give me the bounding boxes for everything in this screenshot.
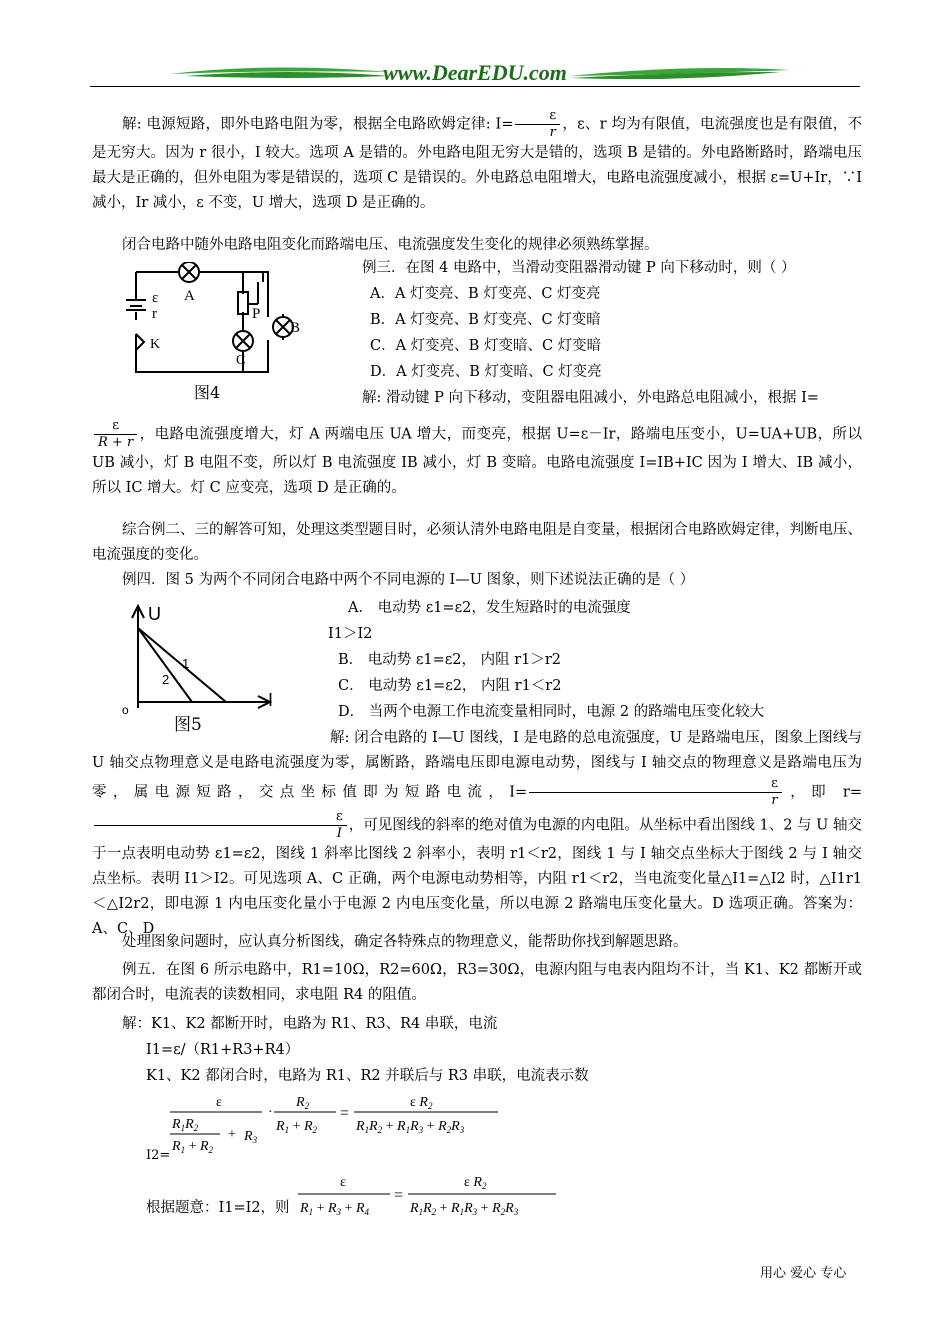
line-1-label: 1: [182, 656, 190, 671]
figure-4-circuit: [118, 262, 300, 410]
example-3-option-d: D．A 灯变亮、B 灯变暗、C 灯变亮: [370, 364, 602, 380]
paragraph-rule-note: 闭合电路中随外电路电阻变化而路端电压、电流强度发生变化的规律必须熟练掌握。: [122, 237, 659, 253]
svg-text:ε R2: ε $R_2$: [464, 1175, 487, 1191]
label-c: C: [236, 353, 246, 368]
example-5-solution-line-3: K1、K2 都闭合时，电路为 R1、R2 并联后与 R3 串联，电流表示数: [146, 1068, 589, 1084]
i2-label: I2=: [146, 1148, 171, 1163]
svg-text:·: ·: [268, 1105, 273, 1120]
svg-text:R1 + R2: $R_1 + R_2$: [172, 1139, 214, 1155]
example-4-question: 例四．图 5 为两个不同闭合电路中两个不同电源的 I—U 图象，则下述说法正确的是（ ）: [122, 572, 695, 588]
label-emf: ε: [152, 290, 159, 306]
svg-text:ε: ε: [216, 1095, 222, 1110]
figure-4-caption: 图4: [194, 383, 221, 402]
example-3-question: 例三．在图 4 电路中，当滑动变阻器滑动键 P 向下移动时，则（ ）: [362, 260, 796, 276]
fraction-e-over-r-2: $\frac{\varepsilon}{r}$: [529, 776, 782, 809]
example-4-option-a-cont: I1＞I2: [328, 626, 373, 642]
example-4-option-d: D． 当两个电源工作电流变量相同时，电源 2 的路端电压变化较大: [338, 704, 765, 720]
final-equation-graphic: [296, 1172, 562, 1222]
fraction-e-over-I: $\frac{\varepsilon}{I}$: [94, 809, 347, 842]
paragraph-graph-tip: 处理图象问题时，应认真分析图线，确定各特殊点的物理意义，能帮助你找到解题思路。: [122, 934, 688, 950]
fraction-e-over-r: $\frac{\varepsilon}{r}$: [515, 108, 560, 141]
svg-text:R1 + R3 + R4: $R_1 + R_3 + R_4$: [300, 1201, 369, 1217]
axis-u-label: U: [148, 604, 161, 624]
example-3-solution: $\frac{\varepsilon}{R + r}$ ，电路电流强度增大，灯 A 两端电压 UA 增大，而变亮，根据 U=ε－Ir，路端电压变小，U=UA+UB，所以 UB 减小，灯 B 电阻不变，所以灯 B 电流强度 IB 减小，灯 B 变暗。电路电流强度 I=IB+IC 因为 I 增大、IB 减小，所以 IC 增大。灯 C 应变亮，选项 D 是正确的。: [92, 418, 862, 496]
figure-5-iu-graph: [118, 598, 296, 740]
example-3-option-c: C．A 灯变亮、B 灯变暗、C 灯变暗: [370, 338, 602, 354]
svg-text:R1R2 + R1R3 + R2R3: $R_1R_2 + R_1R_3 + R_2R_3$: [356, 1119, 465, 1135]
origin-label: o: [122, 703, 129, 717]
svg-text:R1R2 + R1R3 + R2R3: $R_1R_2 + R_1R_3 + R_2R_3$: [410, 1201, 519, 1217]
header-rule: [90, 86, 860, 87]
svg-text:ε: ε: [340, 1175, 346, 1190]
example-4-option-b: B． 电动势 ε1=ε2， 内阻 r1＞r2: [338, 652, 562, 668]
axis-i-label: I: [268, 690, 274, 710]
label-p: P: [252, 306, 261, 322]
example-3-solution-start: 解: 滑动键 P 向下移动，变阻器电阻减小，外电路总电阻减小，根据 I=: [362, 390, 819, 406]
example-5-condition: 根据题意：I1=I2，则: [146, 1200, 290, 1216]
label-a: A: [184, 288, 195, 304]
example-5-solution-line-1: 解：K1、K2 都断开时，电路为 R1、R3、R4 串联，电流: [122, 1016, 498, 1032]
left-swoosh-2: [185, 72, 390, 78]
svg-text:=: =: [394, 1187, 404, 1204]
figure-5-caption: 图5: [174, 715, 202, 735]
example-3-option-b: B．A 灯变亮、B 灯变亮、C 灯变暗: [370, 312, 601, 328]
paragraph-solution-2: 解: 电源短路，即外电路电阻为零，根据全电路欧姆定律: I= $\frac{\varepsilon}{r}$ ，ε、r 均为有限值，电流强度也是有限值，不是无穷大。因为 r 很小，I 较大。选项 A 是错的。外电路电阻无穷大是错的，选项 B 是错的。外电路断路时，路端电压最大是正确的，但外电阻为零是错误的，选项 C 是错误的。外电路总电阻增大，电路电流强度减小，根据 ε=U+Ir，∵I 减小，Ir 减小，ε 不变，U 增大，选项 D 是正确的。: [92, 108, 862, 211]
svg-text:ε R2: ε $R_2$: [410, 1095, 433, 1111]
label-b: B: [289, 320, 300, 336]
i2-formula-graphic: [160, 1090, 510, 1156]
site-name: www.DearEDU.com: [383, 60, 567, 85]
example-4-option-c: C． 电动势 ε1=ε2， 内阻 r1＜r2: [338, 678, 562, 694]
fraction-e-over-R-plus-r: $\frac{\varepsilon}{R + r}$: [94, 418, 137, 451]
svg-text:R2: $R_2$: [296, 1095, 310, 1111]
page-footer: 用心 爱心 专心: [760, 1266, 847, 1281]
example-3-option-a: A．A 灯变亮、B 灯变亮、C 灯变亮: [370, 286, 601, 302]
svg-text:R3: $R_3$: [244, 1129, 258, 1145]
paragraph-summary-2-3: 综合例二、三的解答可知，处理这类型题目时，必须认清外电路电阻是自变量，根据闭合电路欧姆定律，判断电压、电流强度的变化。: [92, 522, 862, 563]
example-5-i1-formula: I1=ε/（R1+R3+R4）: [146, 1042, 300, 1058]
svg-text:R1R2: $R_1R_2$: [172, 1117, 199, 1133]
example-5-question: 例五．在图 6 所示电路中，R1=10Ω，R2=60Ω，R3=30Ω，电源内阻与电表内阻均不计，当 K1、K2 都断开或都闭合时，电流表的读数相同，求电阻 R4 的阻值。: [92, 962, 862, 1003]
example-4-option-a: A． 电动势 ε1=ε2，发生短路时的电流强度: [348, 600, 631, 616]
svg-text:+: +: [228, 1127, 236, 1142]
label-k: K: [150, 337, 161, 352]
label-r: r: [152, 306, 157, 322]
svg-text:=: =: [340, 1105, 350, 1122]
line-2-label: 2: [162, 672, 170, 687]
example-4-solution: 解: 闭合电路的 I—U 图线，I 是电路的总电流强度，U 是路端电压，图象上图线与 U 轴交点物理意义是电路电流强度为零，属断路，路端电压即电源电动势，图线与 I 轴交点的物理意义是路端电压为零，属电源短路，交点坐标值即为短路电流，I= $\frac{\varepsilon}{r}$ ，即 r= $\frac{\varepsilon}{I}$ ，可见图线的斜率的绝对值为电源的内电阻。从坐标中看出图线 1、2 与 U 轴交于一点表明电动势 ε1=ε2，图线 1 斜率比图线 2 斜率小，表明 r1＜r2，图线 1 与 I 轴交点坐标大于图线 2 与 I 轴交点坐标。表明 I1＞I2。可见选项 A、C 正确，两个电源电动势相等，内阻 r1＜r2，当电流变化量△I1=△I2 时，△I1r1＜△I2r2，即电源 1 内电压变化量小于电源 2 内电压变化量，所以电源 2 路端电压变化量大。D 选项正确。答案为：A、C、D: [92, 730, 862, 937]
svg-text:R1 + R2: $R_1 + R_2$: [276, 1119, 318, 1135]
